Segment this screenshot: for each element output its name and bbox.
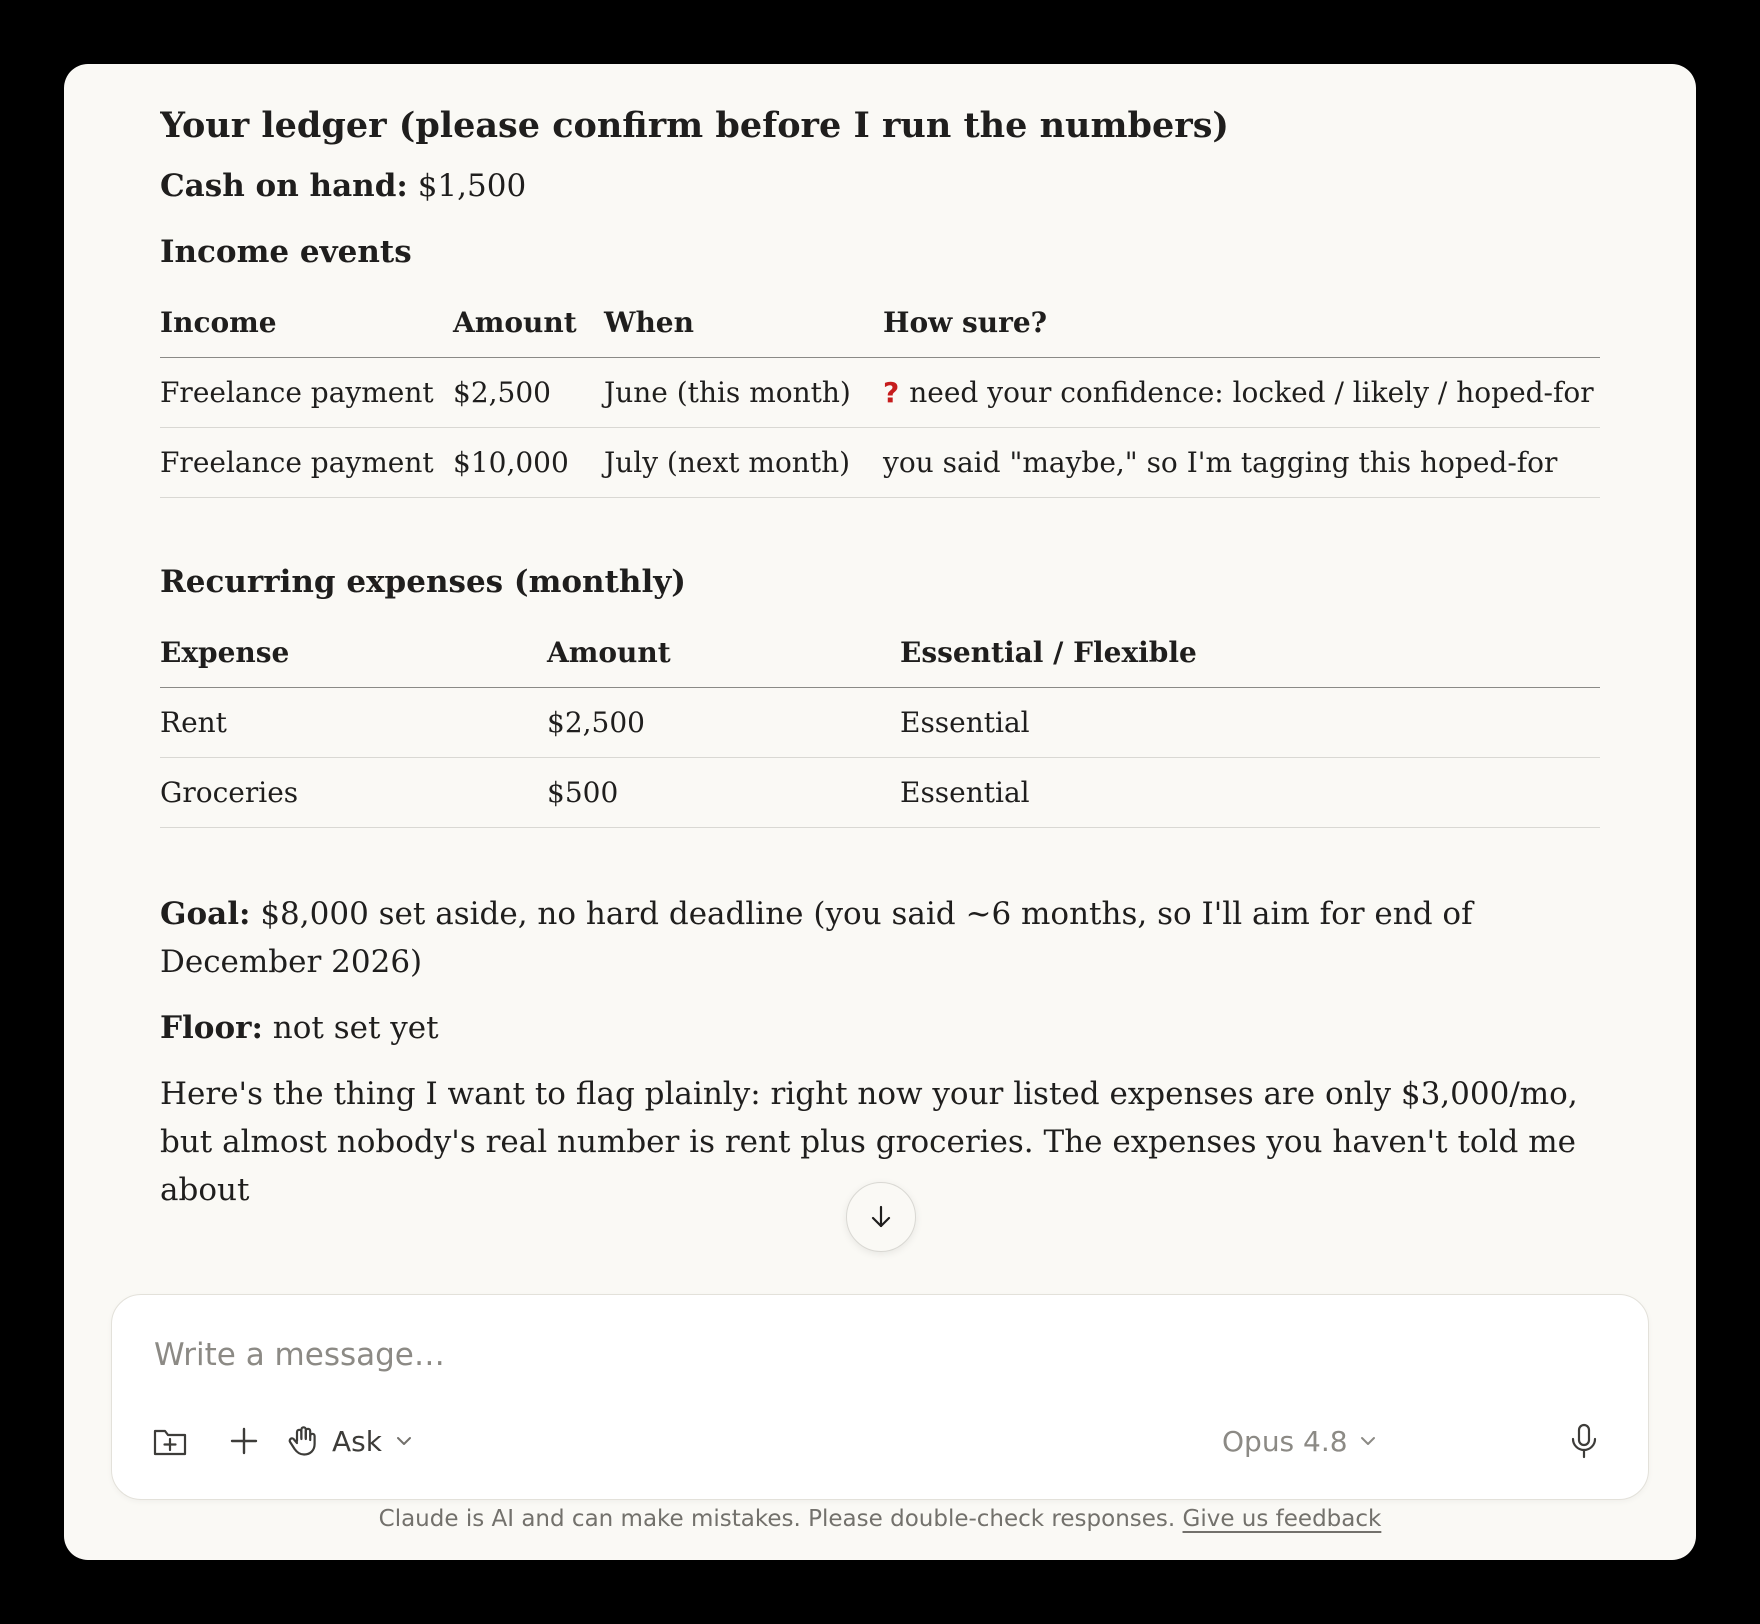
column-header: Amount — [453, 306, 604, 358]
goal-label: Goal: — [160, 896, 251, 932]
add-project-button[interactable] — [150, 1421, 190, 1461]
disclaimer-footer — [64, 1506, 1696, 1532]
chat-window — [64, 64, 1696, 1560]
chevron-down-icon — [1360, 1435, 1376, 1447]
mode-selector[interactable] — [288, 1417, 412, 1465]
type-cell: Essential — [900, 688, 1600, 758]
chevron-down-icon — [396, 1435, 412, 1447]
plus-icon — [230, 1427, 258, 1455]
table-row — [160, 428, 1600, 498]
amount-cell: $2,500 — [453, 358, 604, 428]
voice-input-button[interactable] — [1562, 1419, 1606, 1463]
column-header: Income — [160, 306, 453, 358]
table-row — [160, 758, 1600, 828]
expense-cell: Groceries — [160, 758, 547, 828]
when-cell: June (this month) — [604, 358, 883, 428]
table-row — [160, 688, 1600, 758]
income-heading: Income events — [160, 234, 412, 270]
expenses-heading: Recurring expenses (monthly) — [160, 564, 686, 600]
column-header: Essential / Flexible — [900, 636, 1600, 688]
ledger-title: Your ledger (please confirm before I run the numbers) — [160, 105, 1229, 146]
cash-on-hand — [160, 162, 1600, 210]
folder-plus-icon — [152, 1425, 188, 1457]
how-sure-cell: you said "maybe," so I'm tagging this hoped-for — [883, 428, 1600, 498]
floor-text: not set yet — [272, 1010, 439, 1046]
column-header: Amount — [547, 636, 900, 688]
add-attachment-button[interactable] — [224, 1421, 264, 1461]
amount-cell: $2,500 — [547, 688, 900, 758]
how-sure-cell — [883, 358, 1600, 428]
income-table — [160, 306, 1600, 498]
microphone-icon — [1570, 1423, 1598, 1459]
floor-label: Floor: — [160, 1010, 263, 1046]
expenses-header-row — [160, 636, 1600, 688]
amount-cell: $10,000 — [453, 428, 604, 498]
table-row — [160, 358, 1600, 428]
assistant-message — [160, 102, 1600, 1322]
goal-line — [160, 890, 1600, 986]
when-cell: July (next month) — [604, 428, 883, 498]
goal-text: $8,000 set aside, no hard deadline (you said ~6 months, so I'll aim for end of December 2026) — [160, 896, 1473, 980]
model-selector[interactable] — [1222, 1417, 1376, 1465]
model-label: Opus 4.8 — [1222, 1424, 1348, 1458]
income-cell: Freelance payment — [160, 428, 453, 498]
cash-label: Cash on hand: — [160, 168, 408, 204]
expenses-table — [160, 636, 1600, 828]
question-mark-icon: ? — [883, 376, 900, 409]
floor-line — [160, 1004, 1600, 1052]
cash-value: $1,500 — [417, 168, 527, 204]
type-cell: Essential — [900, 758, 1600, 828]
hand-icon — [288, 1425, 318, 1457]
arrow-down-icon — [867, 1203, 895, 1231]
mode-label: Ask — [332, 1424, 382, 1458]
disclaimer-text: Claude is AI and can make mistakes. Please double-check responses. — [378, 1506, 1176, 1532]
feedback-link[interactable]: Give us feedback — [1182, 1506, 1382, 1532]
column-header: How sure? — [883, 306, 1600, 358]
amount-cell: $500 — [547, 758, 900, 828]
income-header-row — [160, 306, 1600, 358]
income-cell: Freelance payment — [160, 358, 453, 428]
message-composer — [111, 1294, 1649, 1500]
how-sure-text: need your confidence: locked / likely / hoped-for — [909, 376, 1594, 409]
message-input[interactable] — [152, 1329, 1556, 1381]
flag-paragraph: Here's the thing I want to flag plainly: right now your listed expenses are only $3,000/mo, but almost nobody's real number is rent plus groceries. The expenses you haven't told me about — [160, 1076, 1578, 1208]
column-header: When — [604, 306, 883, 358]
column-header: Expense — [160, 636, 547, 688]
expense-cell: Rent — [160, 688, 547, 758]
scroll-to-bottom-button[interactable] — [846, 1182, 916, 1252]
